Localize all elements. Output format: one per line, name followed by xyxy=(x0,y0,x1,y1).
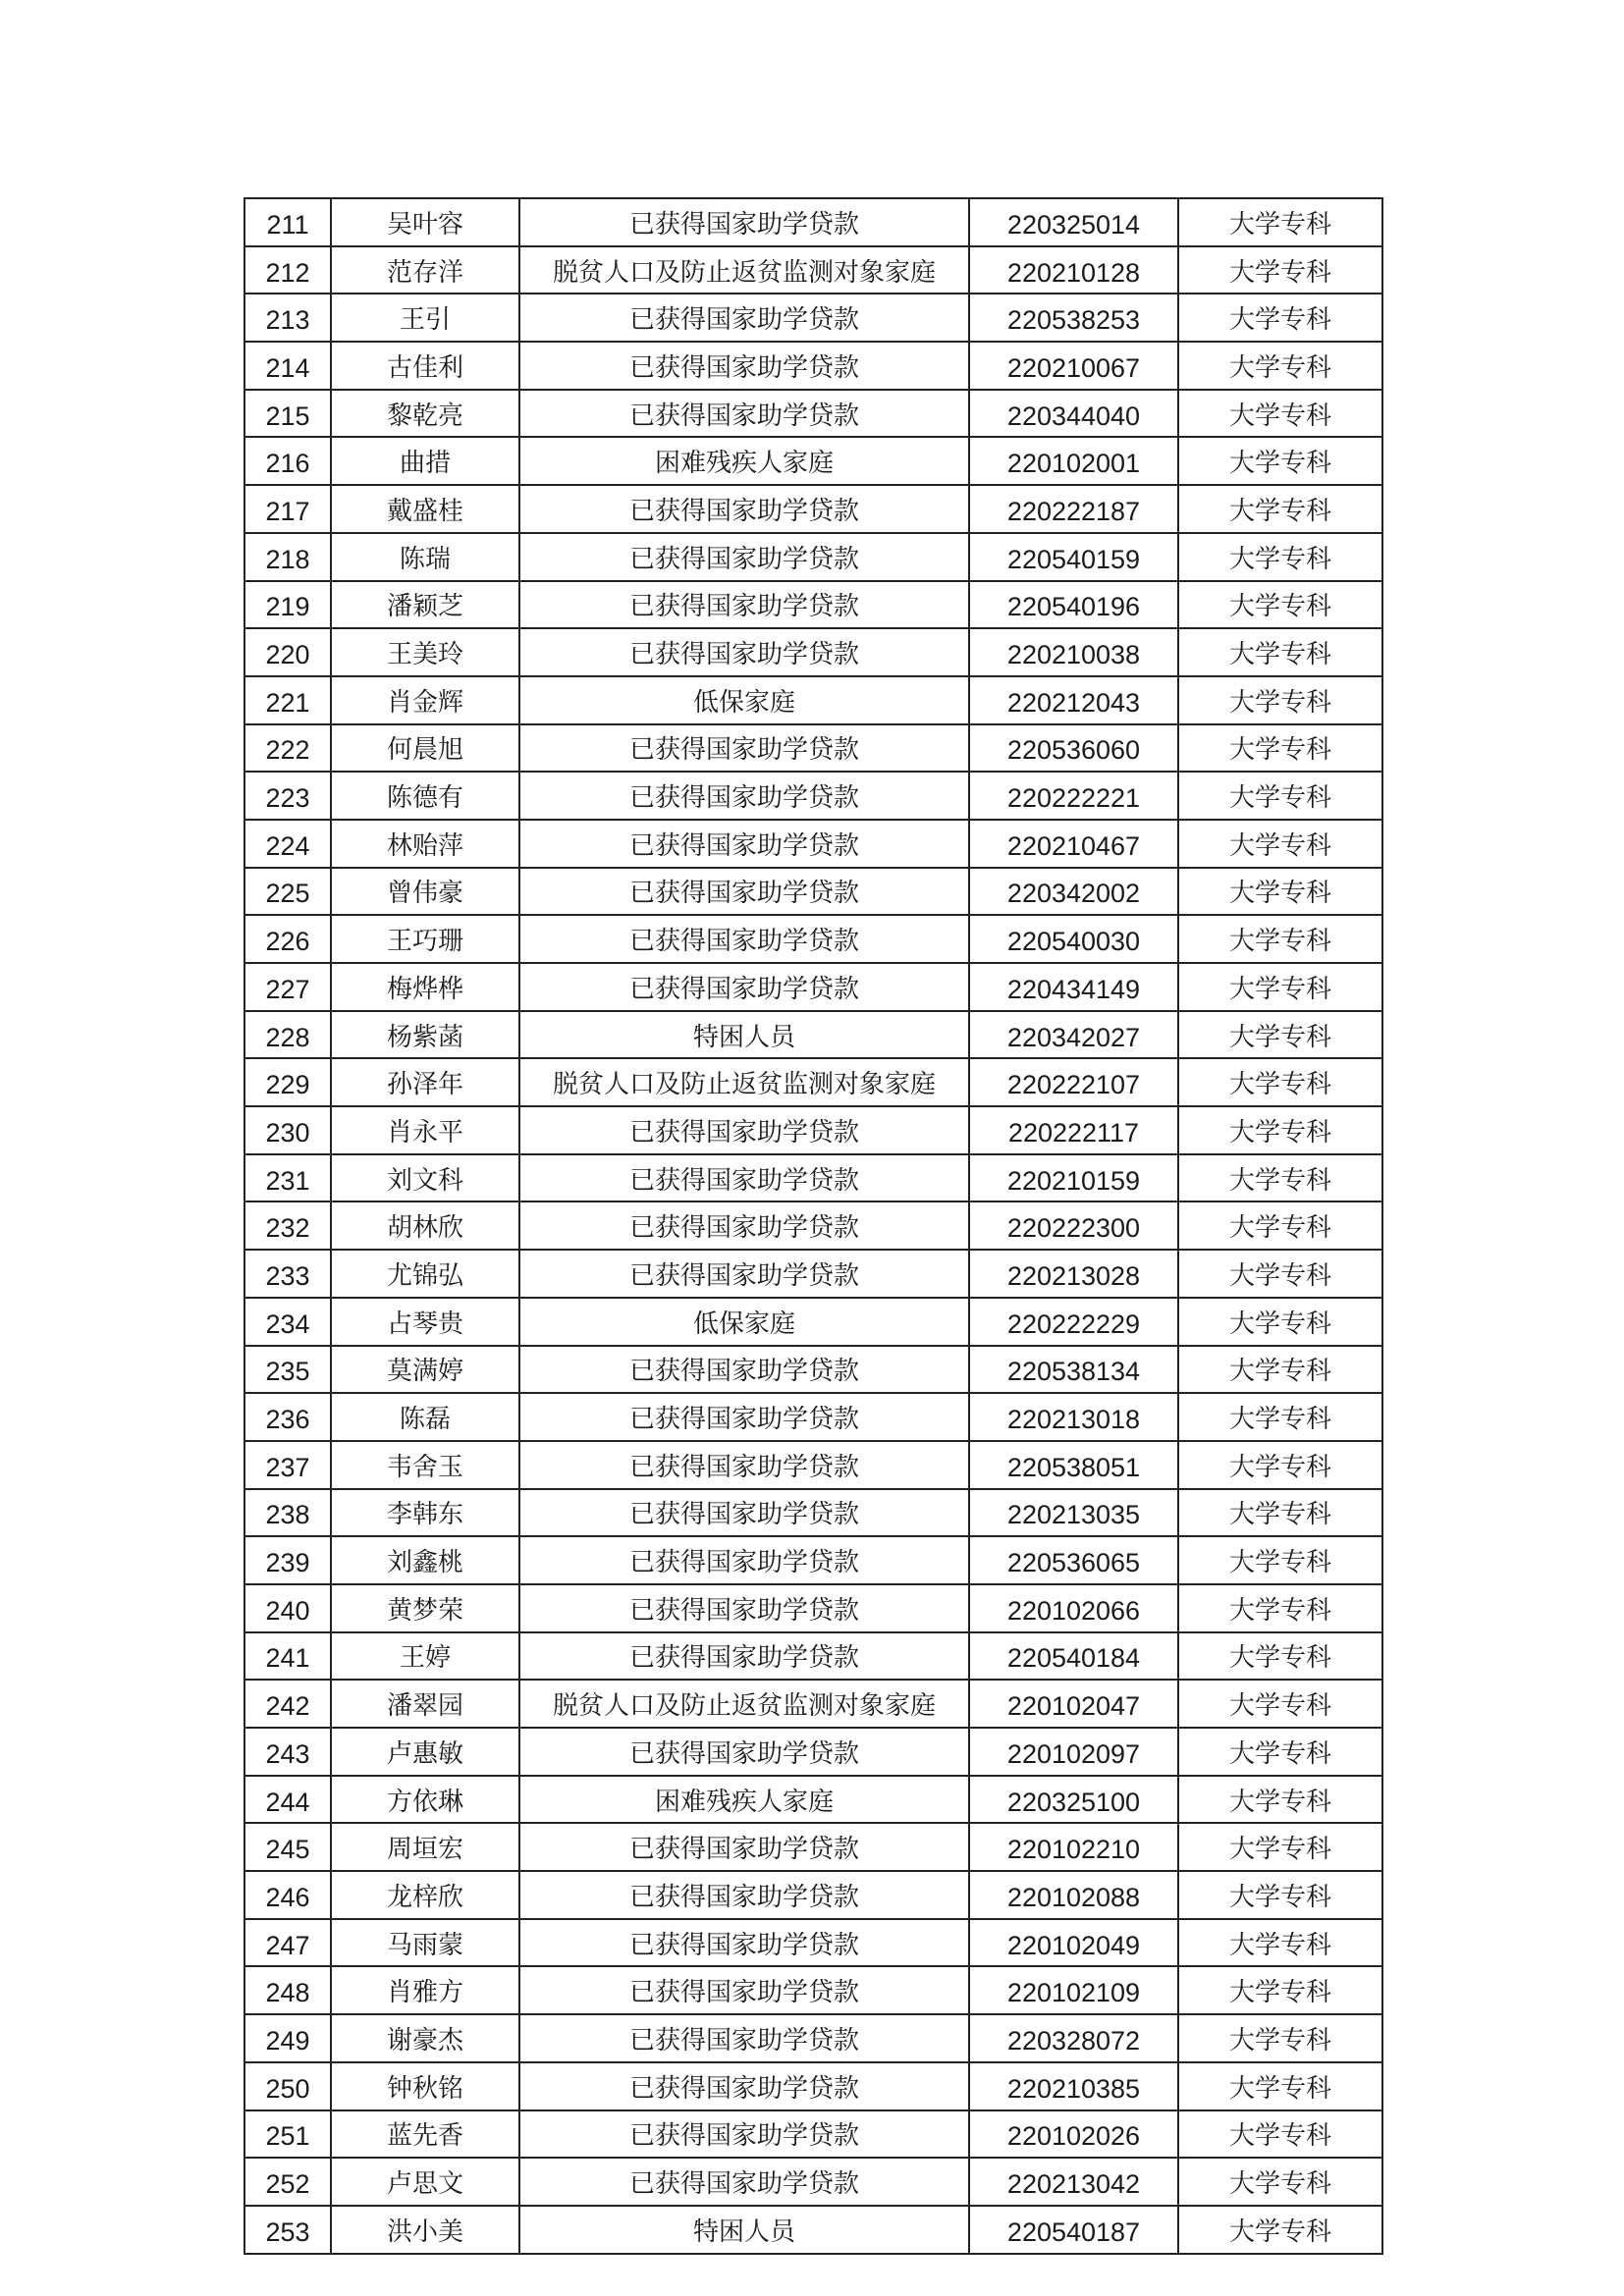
student-id-cell: 220213028 xyxy=(969,1250,1178,1298)
student-id-cell: 220222117 xyxy=(969,1106,1178,1154)
student-name-cell: 钟秋铭 xyxy=(331,2062,519,2110)
student-name-cell: 卢惠敏 xyxy=(331,1728,519,1776)
table-row xyxy=(244,533,1382,581)
student-name-cell: 尤锦弘 xyxy=(331,1250,519,1298)
student-name-cell: 蓝先香 xyxy=(331,2110,519,2159)
education-level-cell: 大学专科 xyxy=(1178,437,1382,485)
hardship-type-cell: 已获得国家助学贷款 xyxy=(519,2014,969,2062)
row-number-cell: 224 xyxy=(244,820,331,868)
hardship-type-cell: 困难残疾人家庭 xyxy=(519,1776,969,1824)
education-level-cell: 大学专科 xyxy=(1178,772,1382,820)
row-number-cell: 223 xyxy=(244,772,331,820)
student-name-cell: 孙泽年 xyxy=(331,1058,519,1106)
table-row xyxy=(244,246,1382,294)
student-id-cell: 220325014 xyxy=(969,198,1178,246)
student-id-cell: 220538051 xyxy=(969,1441,1178,1489)
table-row xyxy=(244,2158,1382,2206)
table-row xyxy=(244,1919,1382,1967)
table-row xyxy=(244,1584,1382,1632)
table-row xyxy=(244,1441,1382,1489)
row-number-cell: 249 xyxy=(244,2014,331,2062)
education-level-cell: 大学专科 xyxy=(1178,1011,1382,1059)
education-level-cell: 大学专科 xyxy=(1178,1584,1382,1632)
student-name-cell: 潘颖芝 xyxy=(331,581,519,629)
education-level-cell: 大学专科 xyxy=(1178,1680,1382,1728)
table-row xyxy=(244,342,1382,390)
student-name-cell: 韦舍玉 xyxy=(331,1441,519,1489)
student-id-cell: 220328072 xyxy=(969,2014,1178,2062)
roster-table-body xyxy=(244,198,1382,2254)
hardship-type-cell: 已获得国家助学贷款 xyxy=(519,2062,969,2110)
row-number-cell: 214 xyxy=(244,342,331,390)
student-name-cell: 戴盛桂 xyxy=(331,485,519,533)
education-level-cell: 大学专科 xyxy=(1178,2014,1382,2062)
hardship-type-cell: 已获得国家助学贷款 xyxy=(519,198,969,246)
table-row xyxy=(244,1489,1382,1537)
education-level-cell: 大学专科 xyxy=(1178,198,1382,246)
student-id-cell: 220213018 xyxy=(969,1393,1178,1441)
student-id-cell: 220325100 xyxy=(969,1776,1178,1824)
row-number-cell: 222 xyxy=(244,724,331,773)
table-row xyxy=(244,1011,1382,1059)
student-name-cell: 卢思文 xyxy=(331,2158,519,2206)
hardship-type-cell: 已获得国家助学贷款 xyxy=(519,820,969,868)
education-level-cell: 大学专科 xyxy=(1178,676,1382,724)
education-level-cell: 大学专科 xyxy=(1178,1058,1382,1106)
row-number-cell: 232 xyxy=(244,1201,331,1250)
row-number-cell: 219 xyxy=(244,581,331,629)
student-id-cell: 220342027 xyxy=(969,1011,1178,1059)
student-id-cell: 220102049 xyxy=(969,1919,1178,1967)
row-number-cell: 245 xyxy=(244,1823,331,1871)
education-level-cell: 大学专科 xyxy=(1178,581,1382,629)
hardship-type-cell: 已获得国家助学贷款 xyxy=(519,2158,969,2206)
student-name-cell: 潘翠园 xyxy=(331,1680,519,1728)
student-id-cell: 220536065 xyxy=(969,1536,1178,1584)
hardship-type-cell: 特困人员 xyxy=(519,2206,969,2254)
hardship-type-cell: 已获得国家助学贷款 xyxy=(519,1441,969,1489)
student-id-cell: 220538134 xyxy=(969,1346,1178,1394)
table-row xyxy=(244,1106,1382,1154)
row-number-cell: 226 xyxy=(244,915,331,963)
row-number-cell: 217 xyxy=(244,485,331,533)
table-row xyxy=(244,2014,1382,2062)
row-number-cell: 211 xyxy=(244,198,331,246)
student-name-cell: 龙梓欣 xyxy=(331,1871,519,1919)
student-id-cell: 220102210 xyxy=(969,1823,1178,1871)
student-name-cell: 刘文科 xyxy=(331,1154,519,1202)
table-row xyxy=(244,1250,1382,1298)
education-level-cell: 大学专科 xyxy=(1178,820,1382,868)
student-name-cell: 王婷 xyxy=(331,1632,519,1681)
table-row xyxy=(244,1966,1382,2014)
student-name-cell: 肖金辉 xyxy=(331,676,519,724)
hardship-type-cell: 已获得国家助学贷款 xyxy=(519,1728,969,1776)
student-name-cell: 黎乾亮 xyxy=(331,390,519,438)
row-number-cell: 238 xyxy=(244,1489,331,1537)
hardship-type-cell: 已获得国家助学贷款 xyxy=(519,485,969,533)
student-name-cell: 刘鑫桃 xyxy=(331,1536,519,1584)
hardship-type-cell: 已获得国家助学贷款 xyxy=(519,628,969,676)
hardship-type-cell: 已获得国家助学贷款 xyxy=(519,1250,969,1298)
student-name-cell: 肖雅方 xyxy=(331,1966,519,2014)
row-number-cell: 218 xyxy=(244,533,331,581)
education-level-cell: 大学专科 xyxy=(1178,724,1382,773)
student-name-cell: 范存洋 xyxy=(331,246,519,294)
row-number-cell: 241 xyxy=(244,1632,331,1681)
student-name-cell: 李韩东 xyxy=(331,1489,519,1537)
education-level-cell: 大学专科 xyxy=(1178,1728,1382,1776)
student-name-cell: 黄梦荣 xyxy=(331,1584,519,1632)
hardship-type-cell: 已获得国家助学贷款 xyxy=(519,1966,969,2014)
student-name-cell: 王引 xyxy=(331,294,519,342)
education-level-cell: 大学专科 xyxy=(1178,2110,1382,2159)
student-id-cell: 220102066 xyxy=(969,1584,1178,1632)
row-number-cell: 213 xyxy=(244,294,331,342)
student-id-cell: 220102097 xyxy=(969,1728,1178,1776)
hardship-type-cell: 已获得国家助学贷款 xyxy=(519,390,969,438)
row-number-cell: 240 xyxy=(244,1584,331,1632)
education-level-cell: 大学专科 xyxy=(1178,1966,1382,2014)
table-row xyxy=(244,1154,1382,1202)
student-id-cell: 220102047 xyxy=(969,1680,1178,1728)
hardship-type-cell: 已获得国家助学贷款 xyxy=(519,963,969,1011)
education-level-cell: 大学专科 xyxy=(1178,2062,1382,2110)
row-number-cell: 230 xyxy=(244,1106,331,1154)
student-name-cell: 吴叶容 xyxy=(331,198,519,246)
student-name-cell: 占琴贵 xyxy=(331,1298,519,1346)
hardship-type-cell: 已获得国家助学贷款 xyxy=(519,1106,969,1154)
table-row xyxy=(244,2206,1382,2254)
education-level-cell: 大学专科 xyxy=(1178,1489,1382,1537)
hardship-type-cell: 已获得国家助学贷款 xyxy=(519,1823,969,1871)
student-id-cell: 220222187 xyxy=(969,485,1178,533)
table-row xyxy=(244,390,1382,438)
hardship-type-cell: 已获得国家助学贷款 xyxy=(519,533,969,581)
student-id-cell: 220210128 xyxy=(969,246,1178,294)
education-level-cell: 大学专科 xyxy=(1178,1393,1382,1441)
student-id-cell: 220540187 xyxy=(969,2206,1178,2254)
education-level-cell: 大学专科 xyxy=(1178,1298,1382,1346)
education-level-cell: 大学专科 xyxy=(1178,1250,1382,1298)
hardship-type-cell: 已获得国家助学贷款 xyxy=(519,1871,969,1919)
student-name-cell: 马雨蒙 xyxy=(331,1919,519,1967)
row-number-cell: 243 xyxy=(244,1728,331,1776)
student-id-cell: 220222300 xyxy=(969,1201,1178,1250)
table-row xyxy=(244,1728,1382,1776)
education-level-cell: 大学专科 xyxy=(1178,533,1382,581)
row-number-cell: 215 xyxy=(244,390,331,438)
row-number-cell: 233 xyxy=(244,1250,331,1298)
student-id-cell: 220540159 xyxy=(969,533,1178,581)
hardship-type-cell: 低保家庭 xyxy=(519,1298,969,1346)
row-number-cell: 231 xyxy=(244,1154,331,1202)
education-level-cell: 大学专科 xyxy=(1178,294,1382,342)
student-name-cell: 陈磊 xyxy=(331,1393,519,1441)
student-name-cell: 莫满婷 xyxy=(331,1346,519,1394)
hardship-type-cell: 困难残疾人家庭 xyxy=(519,437,969,485)
education-level-cell: 大学专科 xyxy=(1178,2206,1382,2254)
hardship-type-cell: 已获得国家助学贷款 xyxy=(519,724,969,773)
education-level-cell: 大学专科 xyxy=(1178,1346,1382,1394)
row-number-cell: 212 xyxy=(244,246,331,294)
student-id-cell: 220212043 xyxy=(969,676,1178,724)
student-id-cell: 220102001 xyxy=(969,437,1178,485)
student-id-cell: 220210159 xyxy=(969,1154,1178,1202)
table-row xyxy=(244,2062,1382,2110)
student-name-cell: 杨紫菡 xyxy=(331,1011,519,1059)
table-row xyxy=(244,1346,1382,1394)
student-name-cell: 洪小美 xyxy=(331,2206,519,2254)
student-name-cell: 胡林欣 xyxy=(331,1201,519,1250)
row-number-cell: 227 xyxy=(244,963,331,1011)
student-name-cell: 方依琳 xyxy=(331,1776,519,1824)
hardship-type-cell: 脱贫人口及防止返贫监测对象家庭 xyxy=(519,1680,969,1728)
hardship-type-cell: 已获得国家助学贷款 xyxy=(519,772,969,820)
table-row xyxy=(244,198,1382,246)
table-row xyxy=(244,772,1382,820)
student-name-cell: 梅烨桦 xyxy=(331,963,519,1011)
education-level-cell: 大学专科 xyxy=(1178,246,1382,294)
table-row xyxy=(244,868,1382,916)
hardship-type-cell: 已获得国家助学贷款 xyxy=(519,1632,969,1681)
row-number-cell: 235 xyxy=(244,1346,331,1394)
hardship-type-cell: 已获得国家助学贷款 xyxy=(519,868,969,916)
education-level-cell: 大学专科 xyxy=(1178,915,1382,963)
education-level-cell: 大学专科 xyxy=(1178,485,1382,533)
table-row xyxy=(244,1298,1382,1346)
hardship-type-cell: 低保家庭 xyxy=(519,676,969,724)
student-id-cell: 220222221 xyxy=(969,772,1178,820)
education-level-cell: 大学专科 xyxy=(1178,1823,1382,1871)
student-name-cell: 曾伟豪 xyxy=(331,868,519,916)
row-number-cell: 234 xyxy=(244,1298,331,1346)
table-row xyxy=(244,2110,1382,2159)
student-name-cell: 陈瑞 xyxy=(331,533,519,581)
student-id-cell: 220213035 xyxy=(969,1489,1178,1537)
hardship-type-cell: 脱贫人口及防止返贫监测对象家庭 xyxy=(519,1058,969,1106)
student-id-cell: 220213042 xyxy=(969,2158,1178,2206)
student-id-cell: 220210067 xyxy=(969,342,1178,390)
row-number-cell: 236 xyxy=(244,1393,331,1441)
student-name-cell: 肖永平 xyxy=(331,1106,519,1154)
student-id-cell: 220102026 xyxy=(969,2110,1178,2159)
table-row xyxy=(244,820,1382,868)
education-level-cell: 大学专科 xyxy=(1178,342,1382,390)
table-row xyxy=(244,676,1382,724)
row-number-cell: 242 xyxy=(244,1680,331,1728)
student-name-cell: 何晨旭 xyxy=(331,724,519,773)
row-number-cell: 216 xyxy=(244,437,331,485)
education-level-cell: 大学专科 xyxy=(1178,1441,1382,1489)
row-number-cell: 246 xyxy=(244,1871,331,1919)
row-number-cell: 239 xyxy=(244,1536,331,1584)
row-number-cell: 251 xyxy=(244,2110,331,2159)
table-row xyxy=(244,1393,1382,1441)
student-id-cell: 220344040 xyxy=(969,390,1178,438)
education-level-cell: 大学专科 xyxy=(1178,628,1382,676)
row-number-cell: 229 xyxy=(244,1058,331,1106)
student-name-cell: 周垣宏 xyxy=(331,1823,519,1871)
hardship-type-cell: 已获得国家助学贷款 xyxy=(519,2110,969,2159)
hardship-type-cell: 已获得国家助学贷款 xyxy=(519,342,969,390)
student-name-cell: 林贻萍 xyxy=(331,820,519,868)
table-row xyxy=(244,1680,1382,1728)
hardship-type-cell: 已获得国家助学贷款 xyxy=(519,1201,969,1250)
education-level-cell: 大学专科 xyxy=(1178,390,1382,438)
education-level-cell: 大学专科 xyxy=(1178,1106,1382,1154)
hardship-type-cell: 脱贫人口及防止返贫监测对象家庭 xyxy=(519,246,969,294)
table-row xyxy=(244,915,1382,963)
education-level-cell: 大学专科 xyxy=(1178,1536,1382,1584)
education-level-cell: 大学专科 xyxy=(1178,963,1382,1011)
hardship-type-cell: 已获得国家助学贷款 xyxy=(519,915,969,963)
table-row xyxy=(244,485,1382,533)
table-row xyxy=(244,581,1382,629)
student-id-cell: 220342002 xyxy=(969,868,1178,916)
student-id-cell: 220538253 xyxy=(969,294,1178,342)
student-id-cell: 220536060 xyxy=(969,724,1178,773)
student-name-cell: 王美玲 xyxy=(331,628,519,676)
row-number-cell: 252 xyxy=(244,2158,331,2206)
hardship-type-cell: 已获得国家助学贷款 xyxy=(519,1489,969,1537)
row-number-cell: 237 xyxy=(244,1441,331,1489)
table-row xyxy=(244,1201,1382,1250)
education-level-cell: 大学专科 xyxy=(1178,1201,1382,1250)
row-number-cell: 228 xyxy=(244,1011,331,1059)
table-row xyxy=(244,1776,1382,1824)
row-number-cell: 253 xyxy=(244,2206,331,2254)
student-id-cell: 220210467 xyxy=(969,820,1178,868)
student-id-cell: 220222107 xyxy=(969,1058,1178,1106)
row-number-cell: 221 xyxy=(244,676,331,724)
student-name-cell: 曲措 xyxy=(331,437,519,485)
table-row xyxy=(244,1632,1382,1681)
education-level-cell: 大学专科 xyxy=(1178,2158,1382,2206)
row-number-cell: 225 xyxy=(244,868,331,916)
table-row xyxy=(244,724,1382,773)
education-level-cell: 大学专科 xyxy=(1178,1154,1382,1202)
table-row xyxy=(244,628,1382,676)
student-id-cell: 220102109 xyxy=(969,1966,1178,2014)
education-level-cell: 大学专科 xyxy=(1178,1919,1382,1967)
student-roster-table xyxy=(244,197,1383,2255)
table-row xyxy=(244,437,1382,485)
table-row xyxy=(244,1058,1382,1106)
row-number-cell: 248 xyxy=(244,1966,331,2014)
student-name-cell: 王巧珊 xyxy=(331,915,519,963)
student-id-cell: 220210038 xyxy=(969,628,1178,676)
hardship-type-cell: 已获得国家助学贷款 xyxy=(519,1919,969,1967)
row-number-cell: 250 xyxy=(244,2062,331,2110)
student-name-cell: 陈德有 xyxy=(331,772,519,820)
student-id-cell: 220540184 xyxy=(969,1632,1178,1681)
student-id-cell: 220540196 xyxy=(969,581,1178,629)
hardship-type-cell: 特困人员 xyxy=(519,1011,969,1059)
hardship-type-cell: 已获得国家助学贷款 xyxy=(519,1584,969,1632)
hardship-type-cell: 已获得国家助学贷款 xyxy=(519,1346,969,1394)
hardship-type-cell: 已获得国家助学贷款 xyxy=(519,581,969,629)
student-id-cell: 220434149 xyxy=(969,963,1178,1011)
row-number-cell: 247 xyxy=(244,1919,331,1967)
student-name-cell: 古佳利 xyxy=(331,342,519,390)
student-id-cell: 220222229 xyxy=(969,1298,1178,1346)
student-name-cell: 谢豪杰 xyxy=(331,2014,519,2062)
hardship-type-cell: 已获得国家助学贷款 xyxy=(519,1393,969,1441)
student-id-cell: 220540030 xyxy=(969,915,1178,963)
education-level-cell: 大学专科 xyxy=(1178,1871,1382,1919)
education-level-cell: 大学专科 xyxy=(1178,1776,1382,1824)
education-level-cell: 大学专科 xyxy=(1178,868,1382,916)
hardship-type-cell: 已获得国家助学贷款 xyxy=(519,294,969,342)
table-row xyxy=(244,1536,1382,1584)
table-row xyxy=(244,294,1382,342)
student-id-cell: 220102088 xyxy=(969,1871,1178,1919)
hardship-type-cell: 已获得国家助学贷款 xyxy=(519,1536,969,1584)
table-row xyxy=(244,963,1382,1011)
table-row xyxy=(244,1871,1382,1919)
row-number-cell: 220 xyxy=(244,628,331,676)
hardship-type-cell: 已获得国家助学贷款 xyxy=(519,1154,969,1202)
education-level-cell: 大学专科 xyxy=(1178,1632,1382,1681)
row-number-cell: 244 xyxy=(244,1776,331,1824)
table-row xyxy=(244,1823,1382,1871)
student-id-cell: 220210385 xyxy=(969,2062,1178,2110)
